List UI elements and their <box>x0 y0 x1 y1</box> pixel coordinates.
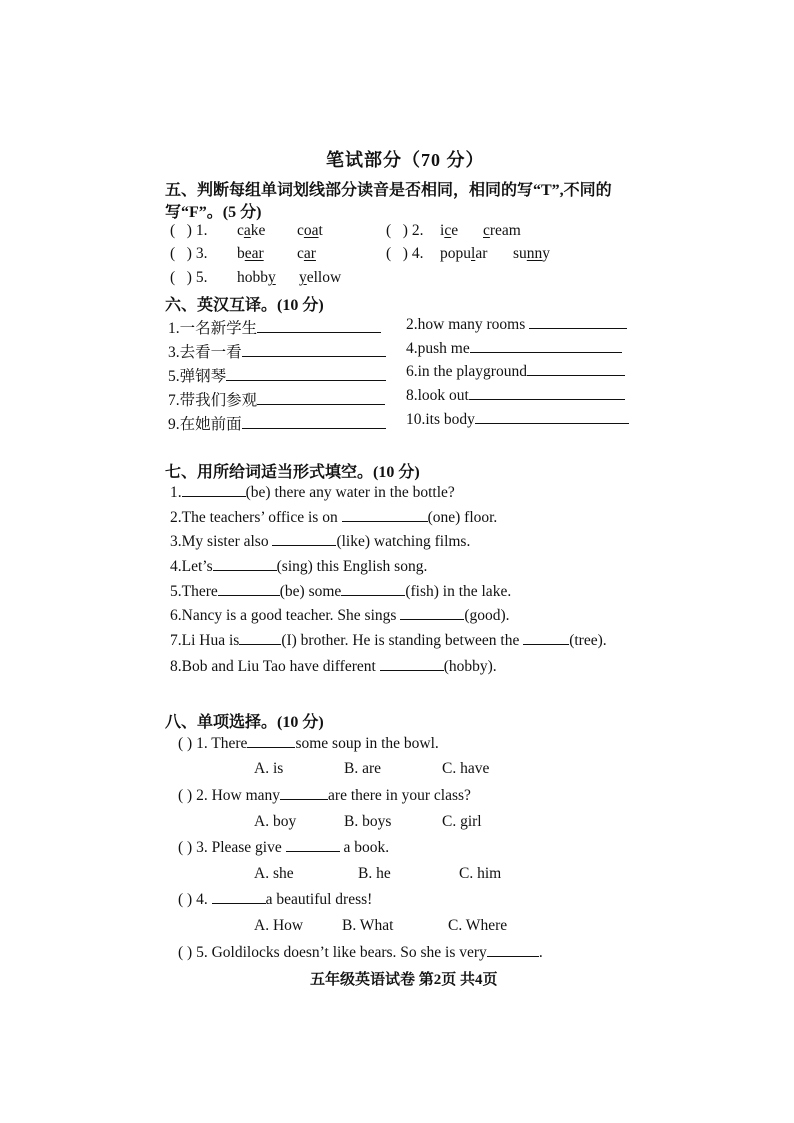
sec5-item-3: ( ) 3. <box>170 245 208 262</box>
sec8-q1-option-b[interactable]: B. are <box>344 760 382 777</box>
sec5-item-5-word-2: yellow <box>299 269 342 286</box>
sec8-question-4: ( ) 4. a beautiful dress! <box>178 891 373 908</box>
sec5-item-3-word-1: bear <box>237 245 264 262</box>
sec6-item-2: 2.how many rooms <box>406 316 627 334</box>
sec6-item-7: 7.带我们参观 <box>168 388 385 410</box>
sec6-item-10: 10.its body <box>406 411 629 429</box>
answer-line[interactable] <box>529 328 627 329</box>
answer-line[interactable] <box>226 380 386 381</box>
sec8-q2-option-a[interactable]: A. boy <box>254 813 297 830</box>
sec8-q4-option-c[interactable]: C. Where <box>448 917 508 934</box>
sec7-item-4: 4.Let’s (sing) this English song. <box>170 558 428 575</box>
sec5-item-4-word-2: sunny <box>513 245 551 262</box>
fill-blank[interactable] <box>342 520 428 522</box>
answer-paren[interactable]: ( ) <box>386 222 408 239</box>
sec8-question-3: ( ) 3. Please give a book. <box>178 839 390 856</box>
sec6-item-6: 6.in the playground <box>406 363 625 381</box>
section-5-heading-cont: 写“F”。(5 分) <box>165 204 262 221</box>
fill-blank[interactable] <box>218 594 280 596</box>
sec5-item-5-word-1: hobby <box>237 269 276 286</box>
sec5-item-5: ( ) 5. <box>170 269 208 286</box>
answer-paren[interactable]: ( ) <box>386 245 408 262</box>
fill-blank[interactable] <box>286 850 340 852</box>
sec7-item-7: 7.Li Hua is (I) brother. He is standing between the (tree). <box>170 632 607 649</box>
sec8-question-5: ( ) 5. Goldilocks doesn’t like bears. So she is very . <box>178 944 543 961</box>
section-7-heading: 七、用所给词适当形式填空。(10 分) <box>165 464 420 481</box>
page-footer: 五年级英语试卷 第2页 共4页 <box>310 972 498 988</box>
answer-paren[interactable]: ( ) <box>178 944 193 961</box>
sec5-item-1: ( ) 1. <box>170 222 208 239</box>
sec5-item-1-word-1: cake <box>237 222 266 239</box>
fill-blank[interactable] <box>380 669 444 671</box>
section-5-heading: 五、判断每组单词划线部分读音是否相同，相同的写“T”,不同的 <box>165 182 612 199</box>
fill-blank[interactable] <box>213 569 277 571</box>
sec8-q3-option-a[interactable]: A. she <box>254 865 294 882</box>
sec5-item-2: ( ) 2. <box>386 222 424 239</box>
sec7-item-5: 5.There (be) some (fish) in the lake. <box>170 583 512 600</box>
answer-line[interactable] <box>475 423 629 424</box>
sec5-item-1-word-2: coat <box>297 222 323 239</box>
answer-line[interactable] <box>242 356 386 357</box>
sec8-question-1: ( ) 1. There some soup in the bowl. <box>178 735 439 752</box>
sec8-question-2: ( ) 2. How many are there in your class? <box>178 787 471 804</box>
answer-line[interactable] <box>527 375 625 376</box>
sec7-item-1: 1. (be) there any water in the bottle? <box>170 484 455 501</box>
answer-paren[interactable]: ( ) <box>170 269 192 286</box>
answer-line[interactable] <box>257 404 385 405</box>
fill-blank[interactable] <box>182 495 246 497</box>
page-title: 笔试部分（70 分） <box>326 150 485 170</box>
sec5-item-2-word-1: ice <box>440 222 459 239</box>
sec8-q2-option-b[interactable]: B. boys <box>344 813 392 830</box>
sec5-item-4-word-1: popular <box>440 245 488 262</box>
sec8-q1-option-c[interactable]: C. have <box>442 760 490 777</box>
sec7-item-3: 3.My sister also (like) watching films. <box>170 533 471 550</box>
fill-blank[interactable] <box>400 618 464 620</box>
answer-paren[interactable]: ( ) <box>178 891 193 908</box>
answer-paren[interactable]: ( ) <box>178 787 193 804</box>
answer-paren[interactable]: ( ) <box>170 245 192 262</box>
section-8-heading: 八、单项选择。(10 分) <box>165 714 324 731</box>
answer-line[interactable] <box>242 428 386 429</box>
section-6-heading: 六、英汉互译。(10 分) <box>165 297 324 314</box>
sec8-q2-option-c[interactable]: C. girl <box>442 813 482 830</box>
sec6-item-3: 3.去看一看 <box>168 340 386 362</box>
sec5-item-4: ( ) 4. <box>386 245 424 262</box>
fill-blank[interactable] <box>280 798 328 800</box>
sec7-item-2: 2.The teachers’ office is on (one) floor. <box>170 509 498 526</box>
sec7-item-8: 8.Bob and Liu Tao have different (hobby). <box>170 658 497 675</box>
fill-blank[interactable] <box>523 643 569 645</box>
answer-paren[interactable]: ( ) <box>170 222 192 239</box>
sec8-q4-option-b[interactable]: B. What <box>342 917 394 934</box>
sec6-item-9: 9.在她前面 <box>168 412 386 434</box>
sec5-item-2-word-2: cream <box>483 222 521 239</box>
answer-line[interactable] <box>257 332 381 333</box>
sec6-item-5: 5.弹钢琴 <box>168 364 386 386</box>
sec6-item-4: 4.push me <box>406 340 622 358</box>
fill-blank[interactable] <box>212 902 266 904</box>
fill-blank[interactable] <box>272 544 336 546</box>
sec7-item-6: 6.Nancy is a good teacher. She sings (good). <box>170 607 510 624</box>
fill-blank[interactable] <box>341 594 405 596</box>
sec5-item-3-word-2: car <box>297 245 316 262</box>
fill-blank[interactable] <box>239 643 281 645</box>
answer-line[interactable] <box>470 352 622 353</box>
sec8-q1-option-a[interactable]: A. is <box>254 760 284 777</box>
answer-paren[interactable]: ( ) <box>178 735 193 752</box>
sec8-q4-option-a[interactable]: A. How <box>254 917 304 934</box>
fill-blank[interactable] <box>487 955 539 957</box>
sec8-q3-option-c[interactable]: C. him <box>459 865 502 882</box>
sec8-q3-option-b[interactable]: B. he <box>358 865 391 882</box>
answer-paren[interactable]: ( ) <box>178 839 193 856</box>
sec6-item-8: 8.look out <box>406 387 625 405</box>
sec6-item-1: 1.一名新学生 <box>168 316 381 338</box>
fill-blank[interactable] <box>247 746 295 748</box>
answer-line[interactable] <box>469 399 625 400</box>
